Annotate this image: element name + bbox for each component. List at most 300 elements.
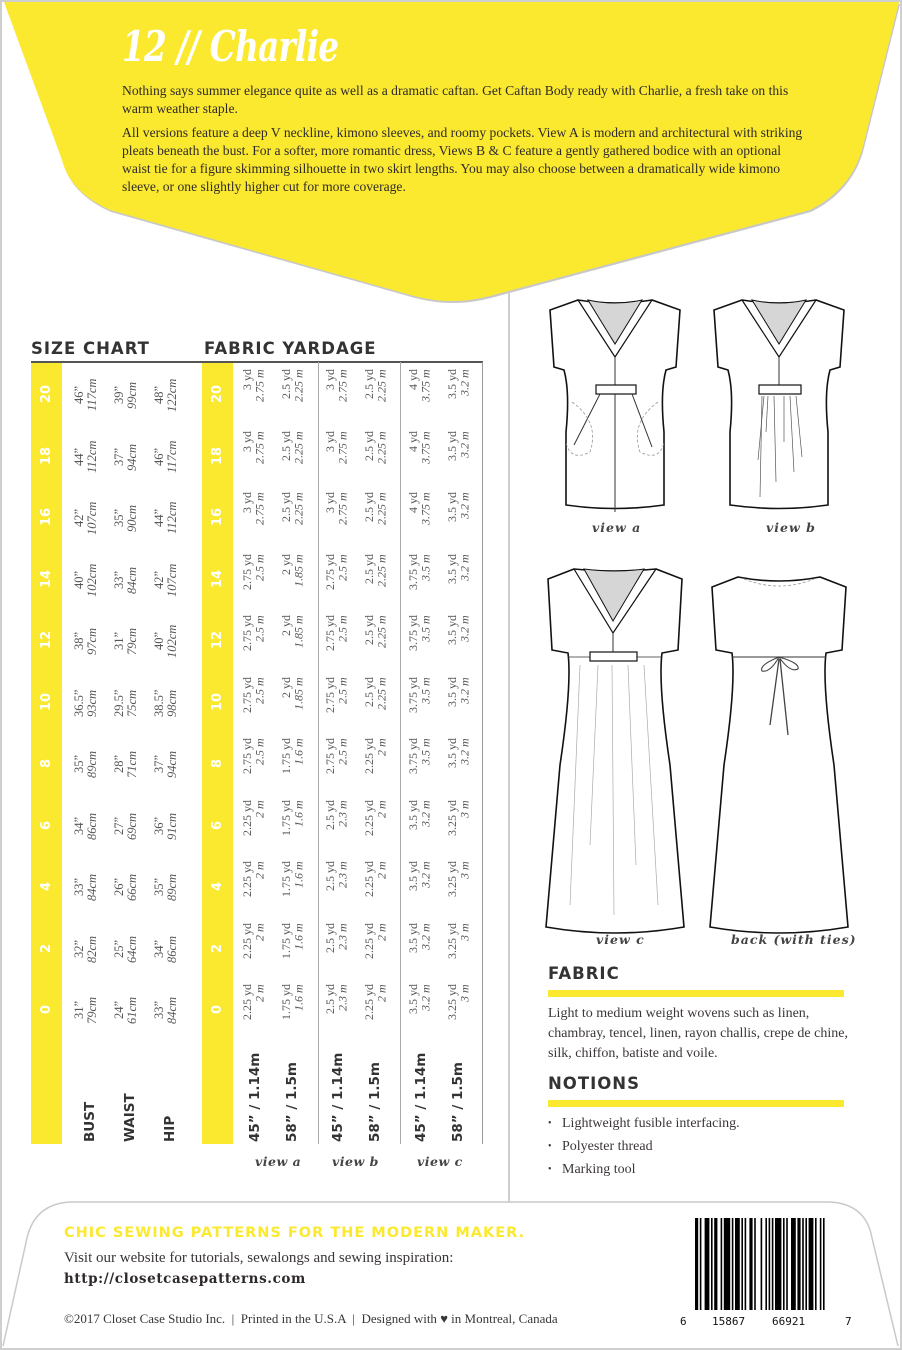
fabric-description: Light to medium weight wovens such as linen, chambray, tencel, linen, rayon challis, crepe de chine, silk, chiffon, batiste and voile.: [548, 1006, 848, 1061]
size-label: [39, 748, 54, 778]
waist-value-line: 31”: [112, 631, 126, 651]
waist-value-line: 94cm: [125, 442, 139, 471]
yardage-b45: [324, 615, 349, 667]
yardage-c45: [407, 738, 432, 790]
yardage-b45: [324, 738, 349, 790]
bust-value: [73, 738, 99, 790]
waist-value-line: 64cm: [125, 934, 139, 963]
yardage-c45-line: 3.5 m: [418, 676, 433, 704]
size-label-line: 0: [39, 1004, 54, 1014]
size-label: [39, 625, 54, 655]
yardage-c45-line: 3.2 m: [418, 984, 433, 1011]
yardage-c58: [446, 677, 471, 729]
yardage-a58: [280, 923, 305, 975]
size-label-line: 18: [210, 446, 225, 465]
yardage-c45-line: 3.5 m: [418, 615, 433, 642]
waist-value-line: 29.5”: [112, 688, 126, 717]
notions-item: • Polyester thread: [548, 1135, 740, 1158]
bust-value-line: 86cm: [85, 811, 99, 840]
barcode-digits-group1: 15867: [712, 1315, 746, 1328]
yardage-c58: [446, 738, 471, 790]
yardage-a58-line: 2.25 m: [291, 369, 306, 402]
yardage-a58-line: 2.5 yd: [279, 430, 293, 461]
size-label: [39, 810, 54, 840]
yardage-a45: [241, 369, 266, 421]
yardage-a45-line: 2.5 m: [252, 553, 267, 581]
hip-value-line: 112cm: [165, 501, 179, 535]
yardage-b45-line: 2.75 yd: [323, 676, 337, 713]
hip-value-line: 44”: [152, 508, 166, 528]
yardage-c45-line: 3.5 yd: [406, 984, 420, 1014]
yardage-c45-line: 4 yd: [406, 369, 420, 390]
yardage-c58-line: 3.5 yd: [445, 369, 459, 399]
yardage-a45: [241, 861, 266, 913]
hip-value-line: 98cm: [165, 688, 179, 717]
yardage-c45: [407, 984, 432, 1036]
bust-value: [73, 923, 99, 975]
yardage-a45-line: 2.25 yd: [240, 799, 254, 836]
bust-value: [73, 800, 99, 852]
hip-value-line: 34”: [152, 939, 166, 958]
hip-value: [153, 554, 179, 606]
yardage-a58: [280, 984, 305, 1036]
yardage-a45: [241, 615, 266, 667]
yardage-c58-line: 3.25 yd: [445, 799, 459, 836]
yardage-a58-line: 1.75 yd: [279, 922, 293, 959]
yardage-a58: [280, 677, 305, 729]
fabric-yardage-heading: FABRIC YARDAGE: [204, 339, 377, 358]
yardage-b58-line: 2.25 yd: [362, 799, 376, 836]
size-label-line: 2: [39, 942, 54, 953]
yardage-a45: [241, 677, 266, 729]
yardage-b58: [363, 984, 388, 1036]
waist-value: [113, 984, 139, 1036]
waist-value-line: 66cm: [125, 873, 139, 901]
barcode: [695, 1218, 855, 1318]
yardage-a45-line: 3 yd: [240, 430, 254, 452]
bust-value-line: 93cm: [85, 688, 99, 717]
yardage-b58: [363, 554, 388, 606]
bust-value-line: 42”: [72, 508, 86, 528]
yardage-b58-line: 2.5 yd: [362, 553, 376, 584]
yardage-c45: [407, 923, 432, 975]
size-label-line: 4: [210, 881, 225, 891]
yardage-b58-line: 2.5 yd: [362, 615, 376, 645]
yardage-b58-line: 2.25 m: [374, 553, 389, 587]
waist-value-line: 39”: [112, 385, 126, 405]
yardage-a58-line: 1.85 m: [291, 553, 306, 587]
yardage-b45-line: 2.75 yd: [323, 738, 337, 774]
yardage-c58-line: 3.5 yd: [445, 553, 459, 584]
hip-value-line: 102cm: [165, 624, 179, 658]
label-bust: BUST: [82, 1101, 98, 1142]
view-b-label: view b: [332, 1154, 379, 1169]
yardage-b58-line: 2.25 m: [374, 369, 389, 402]
label-view-b-58: 58” / 1.5m: [367, 1062, 383, 1142]
bust-value-line: 107cm: [85, 501, 99, 535]
fabric-underline: [548, 990, 844, 997]
yardage-a58-line: 1.75 yd: [279, 738, 293, 774]
yardage-b45-line: 2.3 m: [335, 799, 350, 827]
bust-value: [73, 492, 99, 544]
yardage-a58: [280, 492, 305, 544]
waist-value-line: 24”: [112, 1000, 126, 1020]
hip-value: [153, 492, 179, 544]
yardage-c58-line: 3.2 m: [457, 676, 472, 704]
waist-value-line: 99cm: [125, 381, 139, 409]
yardage-b45: [324, 369, 349, 421]
yardage-c58-line: 3 m: [457, 861, 472, 879]
yardage-c45: [407, 615, 432, 667]
size-label: [39, 379, 54, 409]
yardage-a45-line: 2.75 m: [252, 492, 267, 525]
notions-heading: NOTIONS: [548, 1074, 640, 1093]
yardage-a58: [280, 861, 305, 913]
view-a-label: view a: [255, 1154, 302, 1169]
yardage-a58-line: 1.85 m: [291, 615, 306, 648]
size-label-line: 20: [210, 384, 225, 404]
table-top-rule: [31, 361, 483, 363]
yardage-a45-line: 2.5 m: [252, 676, 267, 704]
hip-value-line: 91cm: [165, 811, 179, 840]
yardage-b58-line: 2.25 yd: [362, 984, 376, 1020]
size-label-line: 12: [210, 630, 225, 650]
waist-value-line: 75cm: [125, 688, 139, 717]
size-label-line: 8: [39, 758, 54, 768]
waist-value-line: 90cm: [125, 504, 139, 532]
view-b-illustration: [704, 292, 854, 517]
yardage-a45: [241, 431, 266, 483]
bust-value-line: 34”: [72, 816, 86, 835]
bust-value-line: 36.5”: [72, 688, 86, 717]
yardage-c58-line: 3.2 m: [457, 369, 472, 396]
yardage-c45-line: 3.5 yd: [406, 922, 420, 953]
yardage-b45: [324, 984, 349, 1036]
size-label: [210, 748, 225, 778]
yardage-a45-line: 2.25 yd: [240, 922, 254, 959]
waist-value: [113, 800, 139, 852]
waist-value: [113, 861, 139, 913]
size-label: [39, 502, 54, 532]
yardage-c58-line: 3 m: [457, 984, 472, 1002]
yardage-c45-line: 3.75 m: [418, 492, 433, 525]
bust-value: [73, 861, 99, 913]
yardage-a45: [241, 923, 266, 975]
yardage-c58: [446, 984, 471, 1036]
yardage-b58: [363, 492, 388, 544]
bust-value-line: 112cm: [85, 440, 99, 473]
yardage-a45-line: 2.75 m: [252, 430, 267, 464]
bust-value-line: 82cm: [85, 934, 99, 963]
size-label: [210, 441, 225, 471]
yardage-a45-line: 2 m: [252, 861, 267, 879]
yardage-c58: [446, 492, 471, 544]
yardage-a45-line: 3 yd: [240, 369, 254, 390]
yardage-a58-line: 2.25 m: [291, 430, 306, 464]
yardage-a58-line: 2.25 m: [291, 492, 306, 525]
hip-value-line: 40”: [152, 631, 166, 651]
hip-value-line: 35”: [152, 877, 166, 897]
yardage-a58-line: 1.6 m: [291, 799, 306, 827]
hip-value-line: 36”: [152, 816, 166, 835]
yardage-c58: [446, 800, 471, 852]
yardage-a45: [241, 984, 266, 1036]
notions-underline: [548, 1100, 844, 1107]
label-view-b-45: 45” / 1.14m: [330, 1052, 346, 1142]
size-label-line: 6: [39, 819, 54, 830]
hip-value: [153, 923, 179, 975]
yardage-b45-line: 2.5 yd: [323, 799, 337, 830]
yardage-a45-line: 2.5 m: [252, 738, 267, 765]
size-label: [210, 994, 225, 1024]
size-label-line: 2: [210, 942, 225, 953]
yardage-a45-line: 2 m: [252, 799, 267, 818]
yardage-a45-line: 2.75 yd: [240, 615, 254, 651]
hip-value-line: 38.5”: [152, 688, 166, 717]
yardage-c45: [407, 369, 432, 421]
yardage-c58: [446, 431, 471, 483]
yardage-a58-line: 2 yd: [279, 676, 293, 698]
barcode-digit-right: 7: [845, 1315, 852, 1328]
waist-value-line: 28”: [112, 754, 126, 774]
label-view-c-58: 58” / 1.5m: [450, 1062, 466, 1142]
yardage-c58-line: 3.5 yd: [445, 615, 459, 645]
yardage-b58-line: 2.5 yd: [362, 492, 376, 522]
yardage-a58: [280, 554, 305, 606]
yardage-b45: [324, 554, 349, 606]
size-label: [210, 687, 225, 717]
hip-value-line: 84cm: [165, 996, 179, 1024]
yardage-c45: [407, 554, 432, 606]
view-divider-bc: [400, 362, 401, 1144]
table-right-border: [482, 362, 483, 1144]
view-c-label: view c: [417, 1154, 463, 1169]
yardage-b58-line: 2.25 m: [374, 615, 389, 648]
yardage-a45-line: 2 m: [252, 922, 267, 941]
hip-value-line: 46”: [152, 447, 166, 466]
visit-text: Visit our website for tutorials, sewalongs and sewing inspiration:: [64, 1250, 454, 1266]
hip-value: [153, 984, 179, 1036]
bust-value-line: 32”: [72, 939, 86, 958]
yardage-c58-line: 3.5 yd: [445, 492, 459, 522]
yardage-b45-line: 2.3 m: [335, 922, 350, 950]
hip-value-line: 33”: [152, 1000, 166, 1020]
hip-value-line: 86cm: [165, 934, 179, 963]
hip-value-line: 117cm: [165, 440, 179, 473]
size-label: [39, 933, 54, 963]
waist-value-line: 79cm: [125, 627, 139, 655]
view-c-illustration-label: view c: [596, 932, 645, 947]
yardage-b58-line: 2.25 yd: [362, 922, 376, 959]
yardage-c45-line: 3.5 yd: [406, 861, 420, 891]
hip-value: [153, 431, 179, 483]
yardage-b45-line: 2.5 yd: [323, 861, 337, 891]
bust-value-line: 102cm: [85, 562, 99, 597]
size-label-line: 4: [39, 881, 54, 891]
waist-value-line: 27”: [112, 816, 126, 835]
waist-value-line: 33”: [112, 570, 126, 589]
bust-value: [73, 984, 99, 1036]
waist-value-line: 35”: [112, 508, 126, 528]
size-label: [39, 564, 54, 594]
waist-value-line: 84cm: [125, 565, 139, 594]
yardage-b58: [363, 923, 388, 975]
bust-value: [73, 431, 99, 483]
yardage-b58: [363, 738, 388, 790]
yardage-c58-line: 3.25 yd: [445, 861, 459, 897]
intro-paragraph-1: Nothing says summer elegance quite as well as a dramatic caftan. Get Caftan Body ready with Charlie, a fresh take on this warm weather staple.: [122, 83, 789, 116]
yardage-b45-line: 2.3 m: [335, 984, 350, 1011]
yardage-c58-line: 3.25 yd: [445, 922, 459, 959]
size-label: [39, 994, 54, 1024]
view-c-illustration: [540, 565, 690, 935]
hip-value: [153, 861, 179, 913]
yardage-c45-line: 4 yd: [406, 430, 420, 452]
bust-value: [73, 615, 99, 667]
yardage-c58-line: 3.5 yd: [445, 676, 459, 707]
view-divider-ab: [318, 362, 319, 1144]
size-label-line: 16: [39, 507, 54, 527]
yardage-c58: [446, 369, 471, 421]
yardage-b58-line: 2.5 yd: [362, 369, 376, 399]
view-a-illustration-label: view a: [592, 520, 642, 535]
yardage-c58-line: 3.2 m: [457, 553, 472, 581]
bust-value-line: 40”: [72, 570, 86, 589]
yardage-c45-line: 3.75 yd: [406, 738, 420, 774]
yardage-c45-line: 3.75 yd: [406, 676, 420, 713]
yardage-b45-line: 2.75 m: [335, 369, 350, 402]
hip-value: [153, 369, 179, 421]
yardage-c45: [407, 861, 432, 913]
size-label: [39, 441, 54, 471]
yardage-c45-line: 3.75 yd: [406, 615, 420, 651]
yardage-a58: [280, 738, 305, 790]
label-waist: WAIST: [122, 1093, 138, 1142]
yardage-c45: [407, 431, 432, 483]
yardage-b45: [324, 431, 349, 483]
yardage-b58-line: 2 m: [374, 861, 389, 879]
yardage-b58-line: 2 m: [374, 799, 389, 818]
yardage-a45-line: 2 m: [252, 984, 267, 1002]
yardage-c45-line: 3.75 yd: [406, 553, 420, 590]
size-label: [210, 564, 225, 594]
back-with-ties-illustration: [704, 565, 854, 935]
website-link[interactable]: http://closetcasepatterns.com: [64, 1271, 306, 1287]
yardage-b45-line: 2.75 yd: [323, 615, 337, 651]
yardage-a58: [280, 369, 305, 421]
yardage-a58: [280, 431, 305, 483]
view-a-illustration: [540, 292, 690, 517]
yardage-c58-line: 3.5 yd: [445, 430, 459, 461]
waist-value: [113, 369, 139, 421]
fabric-heading: FABRIC: [548, 964, 620, 983]
hip-value-line: 42”: [152, 570, 166, 589]
yardage-a45-line: 2.75 m: [252, 369, 267, 402]
yardage-a45: [241, 800, 266, 852]
yardage-c45-line: 3.5 m: [418, 738, 433, 765]
size-label-line: 0: [210, 1004, 225, 1014]
yardage-b45-line: 2.3 m: [335, 861, 350, 888]
bust-value-line: 97cm: [85, 627, 99, 655]
yardage-b45: [324, 677, 349, 729]
waist-value: [113, 615, 139, 667]
yardage-b45: [324, 492, 349, 544]
yardage-a58-line: 1.75 yd: [279, 799, 293, 836]
size-label: [210, 933, 225, 963]
copyright-line: [64, 1311, 558, 1327]
bust-value-line: 38”: [72, 631, 86, 651]
yardage-c58-line: 3.2 m: [457, 738, 472, 765]
size-label: [210, 810, 225, 840]
yardage-b58-line: 2 m: [374, 738, 389, 756]
yardage-a58: [280, 615, 305, 667]
yardage-c58-line: 3.25 yd: [445, 984, 459, 1020]
yardage-b58-line: 2.25 m: [374, 676, 389, 710]
label-view-c-45: 45” / 1.14m: [413, 1052, 429, 1142]
yardage-c45-line: 3.2 m: [418, 922, 433, 950]
hip-value-line: 94cm: [165, 750, 179, 778]
yardage-c45-line: 3.2 m: [418, 799, 433, 827]
notions-item: • Marking tool: [548, 1158, 740, 1181]
yardage-a58-line: 1.6 m: [291, 984, 306, 1011]
bust-value: [73, 369, 99, 421]
waist-value-line: 61cm: [125, 996, 139, 1024]
yardage-b45-line: 2.5 yd: [323, 984, 337, 1014]
size-label: [210, 625, 225, 655]
yardage-a58-line: 2.5 yd: [279, 369, 293, 399]
size-label: [210, 871, 225, 901]
yardage-b45: [324, 800, 349, 852]
yardage-c58: [446, 923, 471, 975]
yardage-b45-line: 3 yd: [323, 369, 337, 390]
size-label: [210, 379, 225, 409]
yardage-b45-line: 3 yd: [323, 492, 337, 513]
yardage-b45: [324, 861, 349, 913]
yardage-b45-line: 2.5 m: [335, 615, 350, 642]
bust-value-line: 31”: [72, 1000, 86, 1020]
yardage-c58: [446, 554, 471, 606]
yardage-b45-line: 2.5 m: [335, 553, 350, 581]
yardage-c45-line: 3.2 m: [418, 861, 433, 888]
label-view-a-58: 58” / 1.5m: [284, 1062, 300, 1142]
hip-value-line: 122cm: [165, 378, 179, 412]
yardage-b58-line: 2.25 m: [374, 492, 389, 525]
yardage-b45-line: 2.75 yd: [323, 553, 337, 590]
yardage-a45-line: 2.25 yd: [240, 861, 254, 897]
yardage-a45: [241, 492, 266, 544]
yardage-c58-line: 3.5 yd: [445, 738, 459, 768]
bust-value-line: 33”: [72, 877, 86, 897]
size-label-line: 6: [210, 819, 225, 830]
yardage-c45-line: 3.5 m: [418, 553, 433, 581]
size-label-line: 12: [39, 630, 54, 650]
copyright-text: ©2017 Closet Case Studio Inc. | Printed in the U.S.A | Designed with: [64, 1311, 441, 1326]
hip-value-line: 107cm: [165, 562, 179, 597]
waist-value: [113, 492, 139, 544]
size-label-line: 20: [39, 384, 54, 404]
yardage-c58: [446, 861, 471, 913]
yardage-a58-line: 1.6 m: [291, 861, 306, 888]
yardage-c58-line: 3.2 m: [457, 492, 472, 519]
yardage-a58-line: 1.6 m: [291, 738, 306, 765]
waist-value-line: 69cm: [125, 811, 139, 840]
size-label-line: 18: [39, 446, 54, 465]
label-view-a-45: 45” / 1.14m: [247, 1052, 263, 1142]
size-label: [39, 871, 54, 901]
notions-item: • Lightweight fusible interfacing.: [548, 1112, 740, 1135]
yardage-a45-line: 2.5 m: [252, 615, 267, 642]
size-label-line: 8: [210, 758, 225, 768]
